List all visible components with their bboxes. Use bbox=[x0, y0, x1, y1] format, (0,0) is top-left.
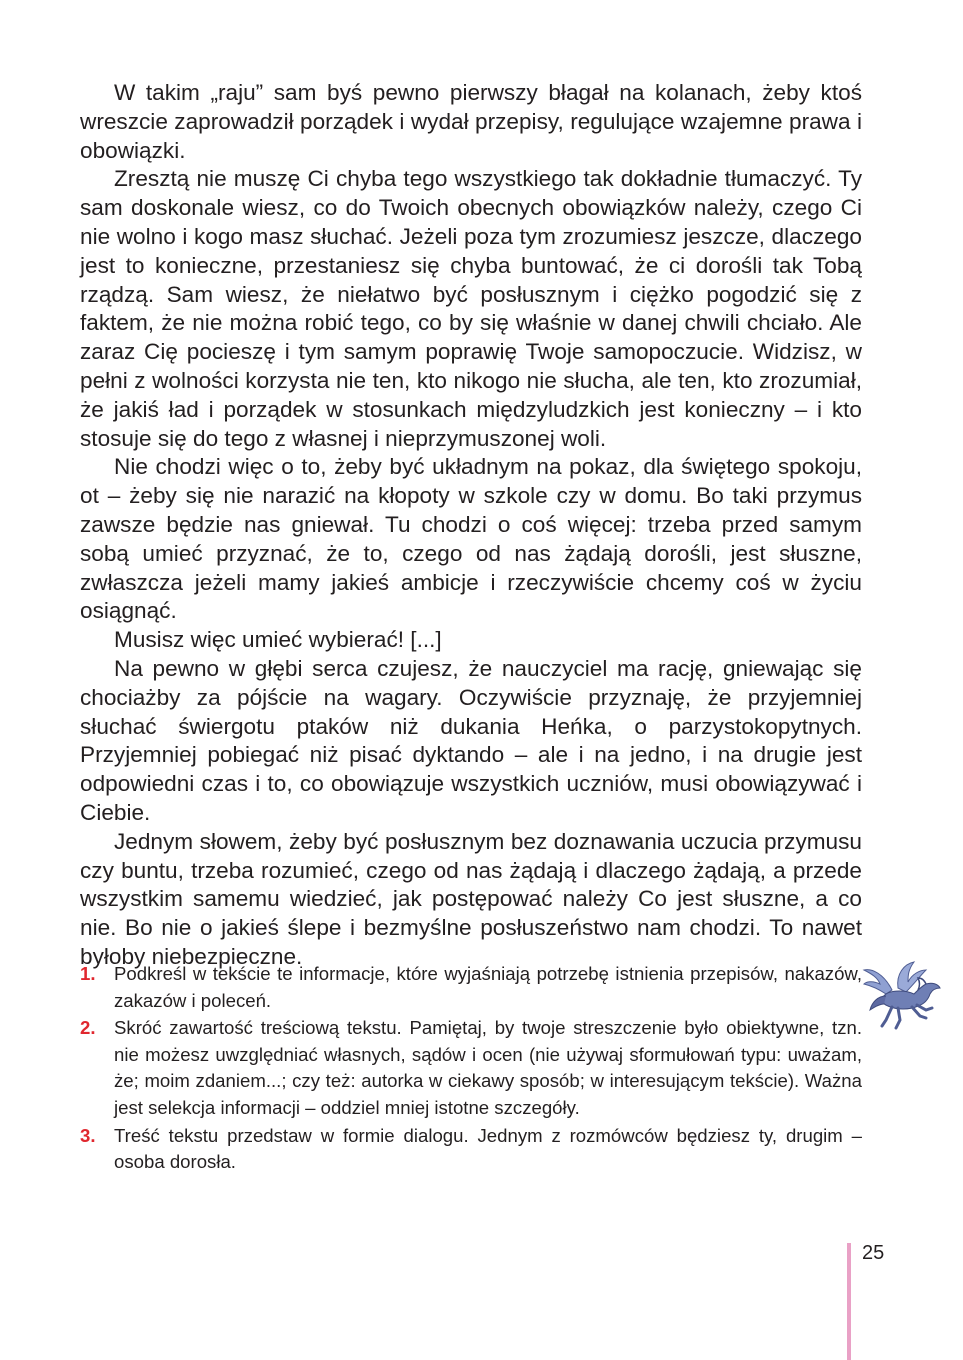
paragraph: Na pewno w głębi serca czujesz, że nauczyciel ma rację, gniewając się chociażby za pójście na wagary. Oczywiście przyznaję, że przyjemniej słuchać świergotu ptaków niż dukania Heńka, o parzystokopytnych. Przyjemniej pobiegać niż pisać dyktando – ale i na jedno, i na drugie jest odpowiedni czas i to, co obowiązuje wszystkich uczniów, musi obowiązywać i Ciebie. bbox=[80, 655, 862, 825]
paragraph: W takim „raju” sam byś pewno pierwszy błagał na kolanach, żeby ktoś wreszcie zaprowadził porządek i wydał przepisy, regulujące wzajemne prawa i obowiązki. bbox=[80, 80, 862, 163]
task-number: 2. bbox=[80, 1017, 96, 1039]
paragraph: Zresztą nie muszę Ci chyba tego wszystkiego tak dokładnie tłumaczyć. Ty sam doskonale wiesz, co do Twoich obecnych obowiązków należy, czego Ci nie wolno i kogo masz słuchać. Jeżeli poza tym zrozumiesz jeszcze, dlaczego jest to konieczne, przestaniesz się chyba buntować, że ci dorośli tak Tobą rządzą. Sam wiesz, że niełatwo być posłusznym i ciężko pogodzić się z faktem, że nie można robić tego, co by się właśnie w danej chwili chciało. Ale zaraz Cię pocieszę i tym samym poprawię Twoje samopoczucie. Widzisz, w pełni z wolności korzysta nie ten, kto nikogo nie słucha, ale ten, kto zrozumiał, że jakiś ład i porządek w stosunkach międzyludzkich jest konieczny – i kto stosuje się do tego z własnej i nieprzymuszonej woli. bbox=[80, 166, 862, 451]
pegasus-icon bbox=[862, 960, 946, 1032]
task-item bbox=[80, 961, 862, 1014]
task-number: 3. bbox=[80, 1124, 96, 1146]
task-list bbox=[80, 961, 862, 1177]
reading-text bbox=[80, 79, 862, 972]
task-text: Skróć zawartość treściową tekstu. Pamiętaj, by twoje streszczenie było obiektywne, tzn. nie możesz uwzględniać własnych, sądów i ocen (nie używaj sformułowań typu: uważam, że; moim zdaniem...; czy też: autorka w ciekawy sposób; w interesującym tekście). Ważna jest selekcja informacji – oddziel mniej istotne szczegóły. bbox=[114, 1017, 862, 1118]
page-number: 25 bbox=[862, 1242, 885, 1264]
task-text: Treść tekstu przedstaw w formie dialogu. Jednym z rozmówców będziesz ty, drugim – osoba dorosła. bbox=[114, 1124, 862, 1173]
margin-rule bbox=[847, 1243, 851, 1360]
paragraph: Nie chodzi więc o to, żeby być układnym na pokaz, dla świętego spokoju, ot – żeby się nie narazić na kłopoty w szkole czy w domu. Bo taki przymus zawsze będzie nas gniewał. Tu chodzi o coś więcej: trzeba przed samym sobą umieć przyznać, że to, czego od nas żądają dorośli, jest słuszne, zwłaszcza jeżeli mamy jakieś ambicje i rzeczywiście chcemy coś w życiu osiągnąć. bbox=[80, 454, 862, 624]
task-text: Podkreśl w tekście te informacje, które wyjaśniają potrzebę istnienia przepisów, nakazów, zakazów i poleceń. bbox=[114, 963, 862, 1011]
task-number: 1. bbox=[80, 963, 96, 984]
task-item bbox=[80, 1123, 862, 1176]
paragraph: Jednym słowem, żeby być posłusznym bez doznawania uczucia przymusu czy buntu, trzeba rozumieć, czego od nas żądają i dlaczego żądają, a przede wszystkim samemu wiedzieć, jak postępować należy Co jest słuszne, a co nie. Bo nie o jakieś ślepe i bezmyślne posłuszeństwo nam chodzi. To nawet byłoby niebezpieczne. bbox=[80, 828, 862, 969]
task-item bbox=[80, 1015, 862, 1121]
paragraph: Musisz więc umieć wybierać! [...] bbox=[114, 627, 442, 653]
